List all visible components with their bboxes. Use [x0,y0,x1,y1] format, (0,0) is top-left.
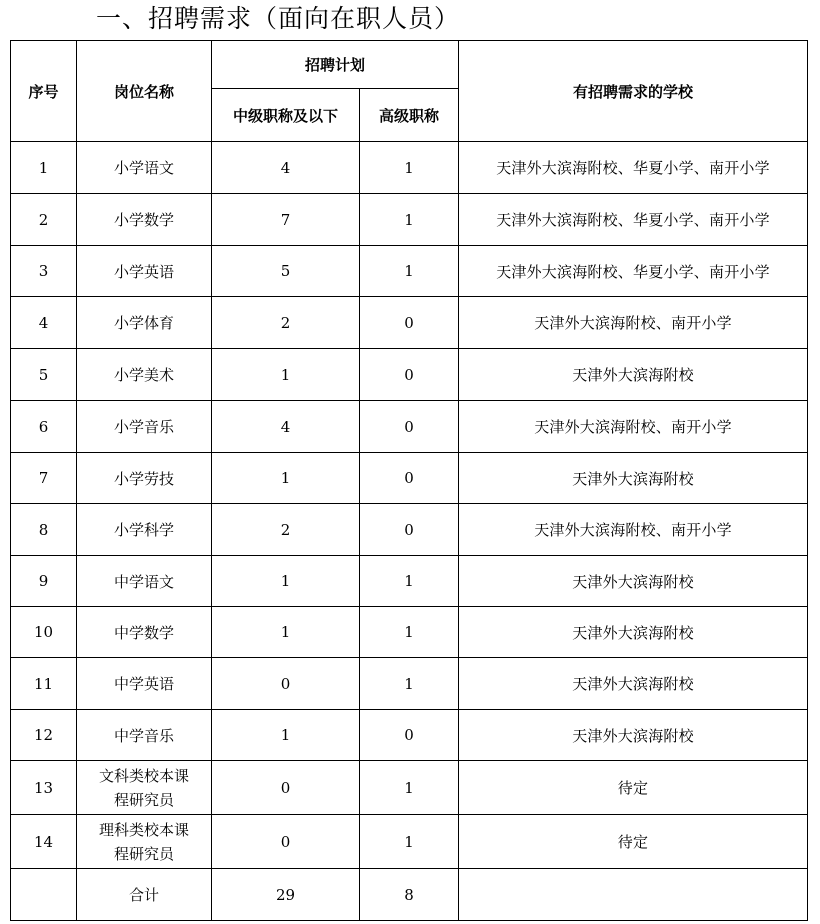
cell-position-line2: 程研究员 [113,844,174,863]
cell-index: 9 [11,556,77,607]
cell-position: 中学音乐 [77,710,212,761]
table-row [11,401,808,453]
total-mid: 29 [212,869,360,921]
table-row [11,297,808,349]
cell-mid: 2 [212,504,360,556]
cell-schools: 天津外大滨海附校 [459,607,808,658]
header-plan: 招聘计划 [212,41,459,89]
cell-index-empty [11,869,77,921]
cell-position: 小学语文 [77,142,212,194]
cell-index: 11 [11,658,77,710]
total-label: 合计 [77,869,212,921]
cell-index: 2 [11,194,77,246]
cell-index: 6 [11,401,77,453]
table-row [11,453,808,504]
cell-mid: 0 [212,761,360,815]
cell-schools: 天津外大滨海附校、南开小学 [459,297,808,349]
header-mid: 中级职称及以下 [212,89,360,142]
cell-mid: 1 [212,710,360,761]
cell-position-line2: 程研究员 [113,790,174,809]
cell-mid: 5 [212,246,360,297]
cell-index: 14 [11,815,77,869]
cell-mid: 4 [212,401,360,453]
cell-index: 8 [11,504,77,556]
cell-schools: 天津外大滨海附校 [459,453,808,504]
table-row [11,349,808,401]
cell-mid: 7 [212,194,360,246]
cell-index: 13 [11,761,77,815]
cell-schools: 天津外大滨海附校 [459,556,808,607]
cell-position: 小学劳技 [77,453,212,504]
cell-senior: 1 [360,194,459,246]
cell-mid: 4 [212,142,360,194]
table-row [11,815,808,869]
cell-mid: 1 [212,453,360,504]
header-senior: 高级职称 [360,89,459,142]
cell-schools: 天津外大滨海附校、南开小学 [459,401,808,453]
cell-senior: 0 [360,401,459,453]
cell-index: 7 [11,453,77,504]
cell-position [77,815,212,869]
cell-senior: 1 [360,607,459,658]
cell-index: 1 [11,142,77,194]
cell-schools: 天津外大滨海附校、华夏小学、南开小学 [459,194,808,246]
cell-index: 12 [11,710,77,761]
cell-index: 10 [11,607,77,658]
cell-position: 中学英语 [77,658,212,710]
cell-position: 小学英语 [77,246,212,297]
cell-position [77,761,212,815]
table-row [11,504,808,556]
table-row [11,246,808,297]
cell-position: 小学音乐 [77,401,212,453]
cell-senior: 1 [360,246,459,297]
cell-position: 小学科学 [77,504,212,556]
cell-position: 小学数学 [77,194,212,246]
header-position: 岗位名称 [77,41,212,142]
table-row [11,607,808,658]
cell-schools: 待定 [459,761,808,815]
cell-index: 4 [11,297,77,349]
cell-senior: 0 [360,349,459,401]
cell-senior: 0 [360,453,459,504]
cell-index: 3 [11,246,77,297]
cell-mid: 0 [212,658,360,710]
cell-mid: 1 [212,607,360,658]
cell-position: 小学美术 [77,349,212,401]
recruitment-table [10,40,808,921]
table-row [11,142,808,194]
cell-position: 中学语文 [77,556,212,607]
cell-senior: 0 [360,710,459,761]
cell-position: 中学数学 [77,607,212,658]
cell-position-line1: 文科类校本课 [98,766,189,785]
table-row [11,658,808,710]
total-row [11,869,808,921]
cell-position: 小学体育 [77,297,212,349]
cell-schools-empty [459,869,808,921]
cell-mid: 2 [212,297,360,349]
cell-senior: 1 [360,658,459,710]
cell-index: 5 [11,349,77,401]
cell-senior: 1 [360,556,459,607]
table-row [11,710,808,761]
cell-senior: 1 [360,761,459,815]
page-title: 一、招聘需求（面向在职人员） [96,4,461,33]
cell-schools: 天津外大滨海附校、南开小学 [459,504,808,556]
cell-schools: 天津外大滨海附校、华夏小学、南开小学 [459,246,808,297]
header-index: 序号 [11,41,77,142]
table-row [11,556,808,607]
cell-mid: 1 [212,349,360,401]
cell-senior: 1 [360,142,459,194]
cell-schools: 天津外大滨海附校 [459,349,808,401]
cell-schools: 天津外大滨海附校、华夏小学、南开小学 [459,142,808,194]
cell-senior: 0 [360,504,459,556]
cell-schools: 待定 [459,815,808,869]
table-row [11,194,808,246]
header-schools: 有招聘需求的学校 [459,41,808,142]
cell-position-line1: 理科类校本课 [98,820,189,839]
total-senior: 8 [360,869,459,921]
cell-senior: 1 [360,815,459,869]
cell-senior: 0 [360,297,459,349]
cell-schools: 天津外大滨海附校 [459,658,808,710]
cell-schools: 天津外大滨海附校 [459,710,808,761]
table-row [11,761,808,815]
cell-mid: 1 [212,556,360,607]
cell-mid: 0 [212,815,360,869]
